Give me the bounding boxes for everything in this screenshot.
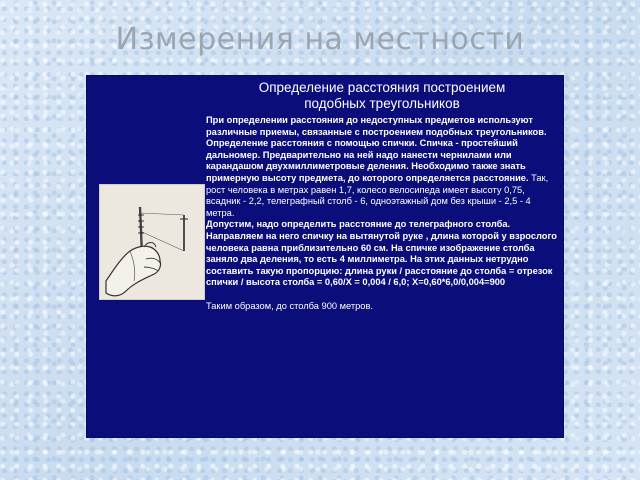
- paragraph-match-method: [206, 138, 558, 219]
- hand-with-match-drawing: [100, 185, 204, 299]
- hand-with-match-illustration: [99, 184, 205, 300]
- panel-heading: [206, 80, 558, 112]
- text-block: [206, 80, 558, 313]
- panel-heading-line1: Определение расстояния построением: [258, 80, 506, 95]
- slide-title: Измерения на местности: [115, 22, 525, 57]
- paragraph-match-method-bold: Определение расстояния с помощью спички. Спичка - простейший дальномер. Предварительно на ней надо нанести чернилами или карандашом двухмиллиметровые деления. Необходимо также знать примерную высоту предмета, до которого определяется расстояние.: [206, 138, 529, 183]
- paragraph-example: Допустим, надо определить расстояние до телеграфного столба. Направляем на него спичку на вытянутой руке , длина которой у взрослого человека равна приблизительно 60 см. На спичке изображение столба заняло два деления, то есть 4 миллиметра. На этих данных нетрудно составить такую пропорцию: длина руки / расстояние до столба = отрезок спички / высота столба = 0,60/Х = 0,004 / 6,0; Х=0,60*6,0/0,004=900: [206, 219, 557, 288]
- paragraph-heights: Так, рост человека в метрах равен 1,7, колесо велосипеда имеет высоту 0,75, всадник - 2,2, телеграфный столб - 6, одноэтажный дом без крыши - 2,5 - 4 метра.: [206, 172, 549, 218]
- panel-heading-line2: подобных треугольников: [304, 96, 460, 111]
- paragraph-conclusion: Таким образом, до столба 900 метров.: [206, 300, 373, 311]
- paragraph-intro: При определении расстояния до недоступных предметов используют различные приемы, связанные с построением подобных треугольников.: [206, 115, 547, 137]
